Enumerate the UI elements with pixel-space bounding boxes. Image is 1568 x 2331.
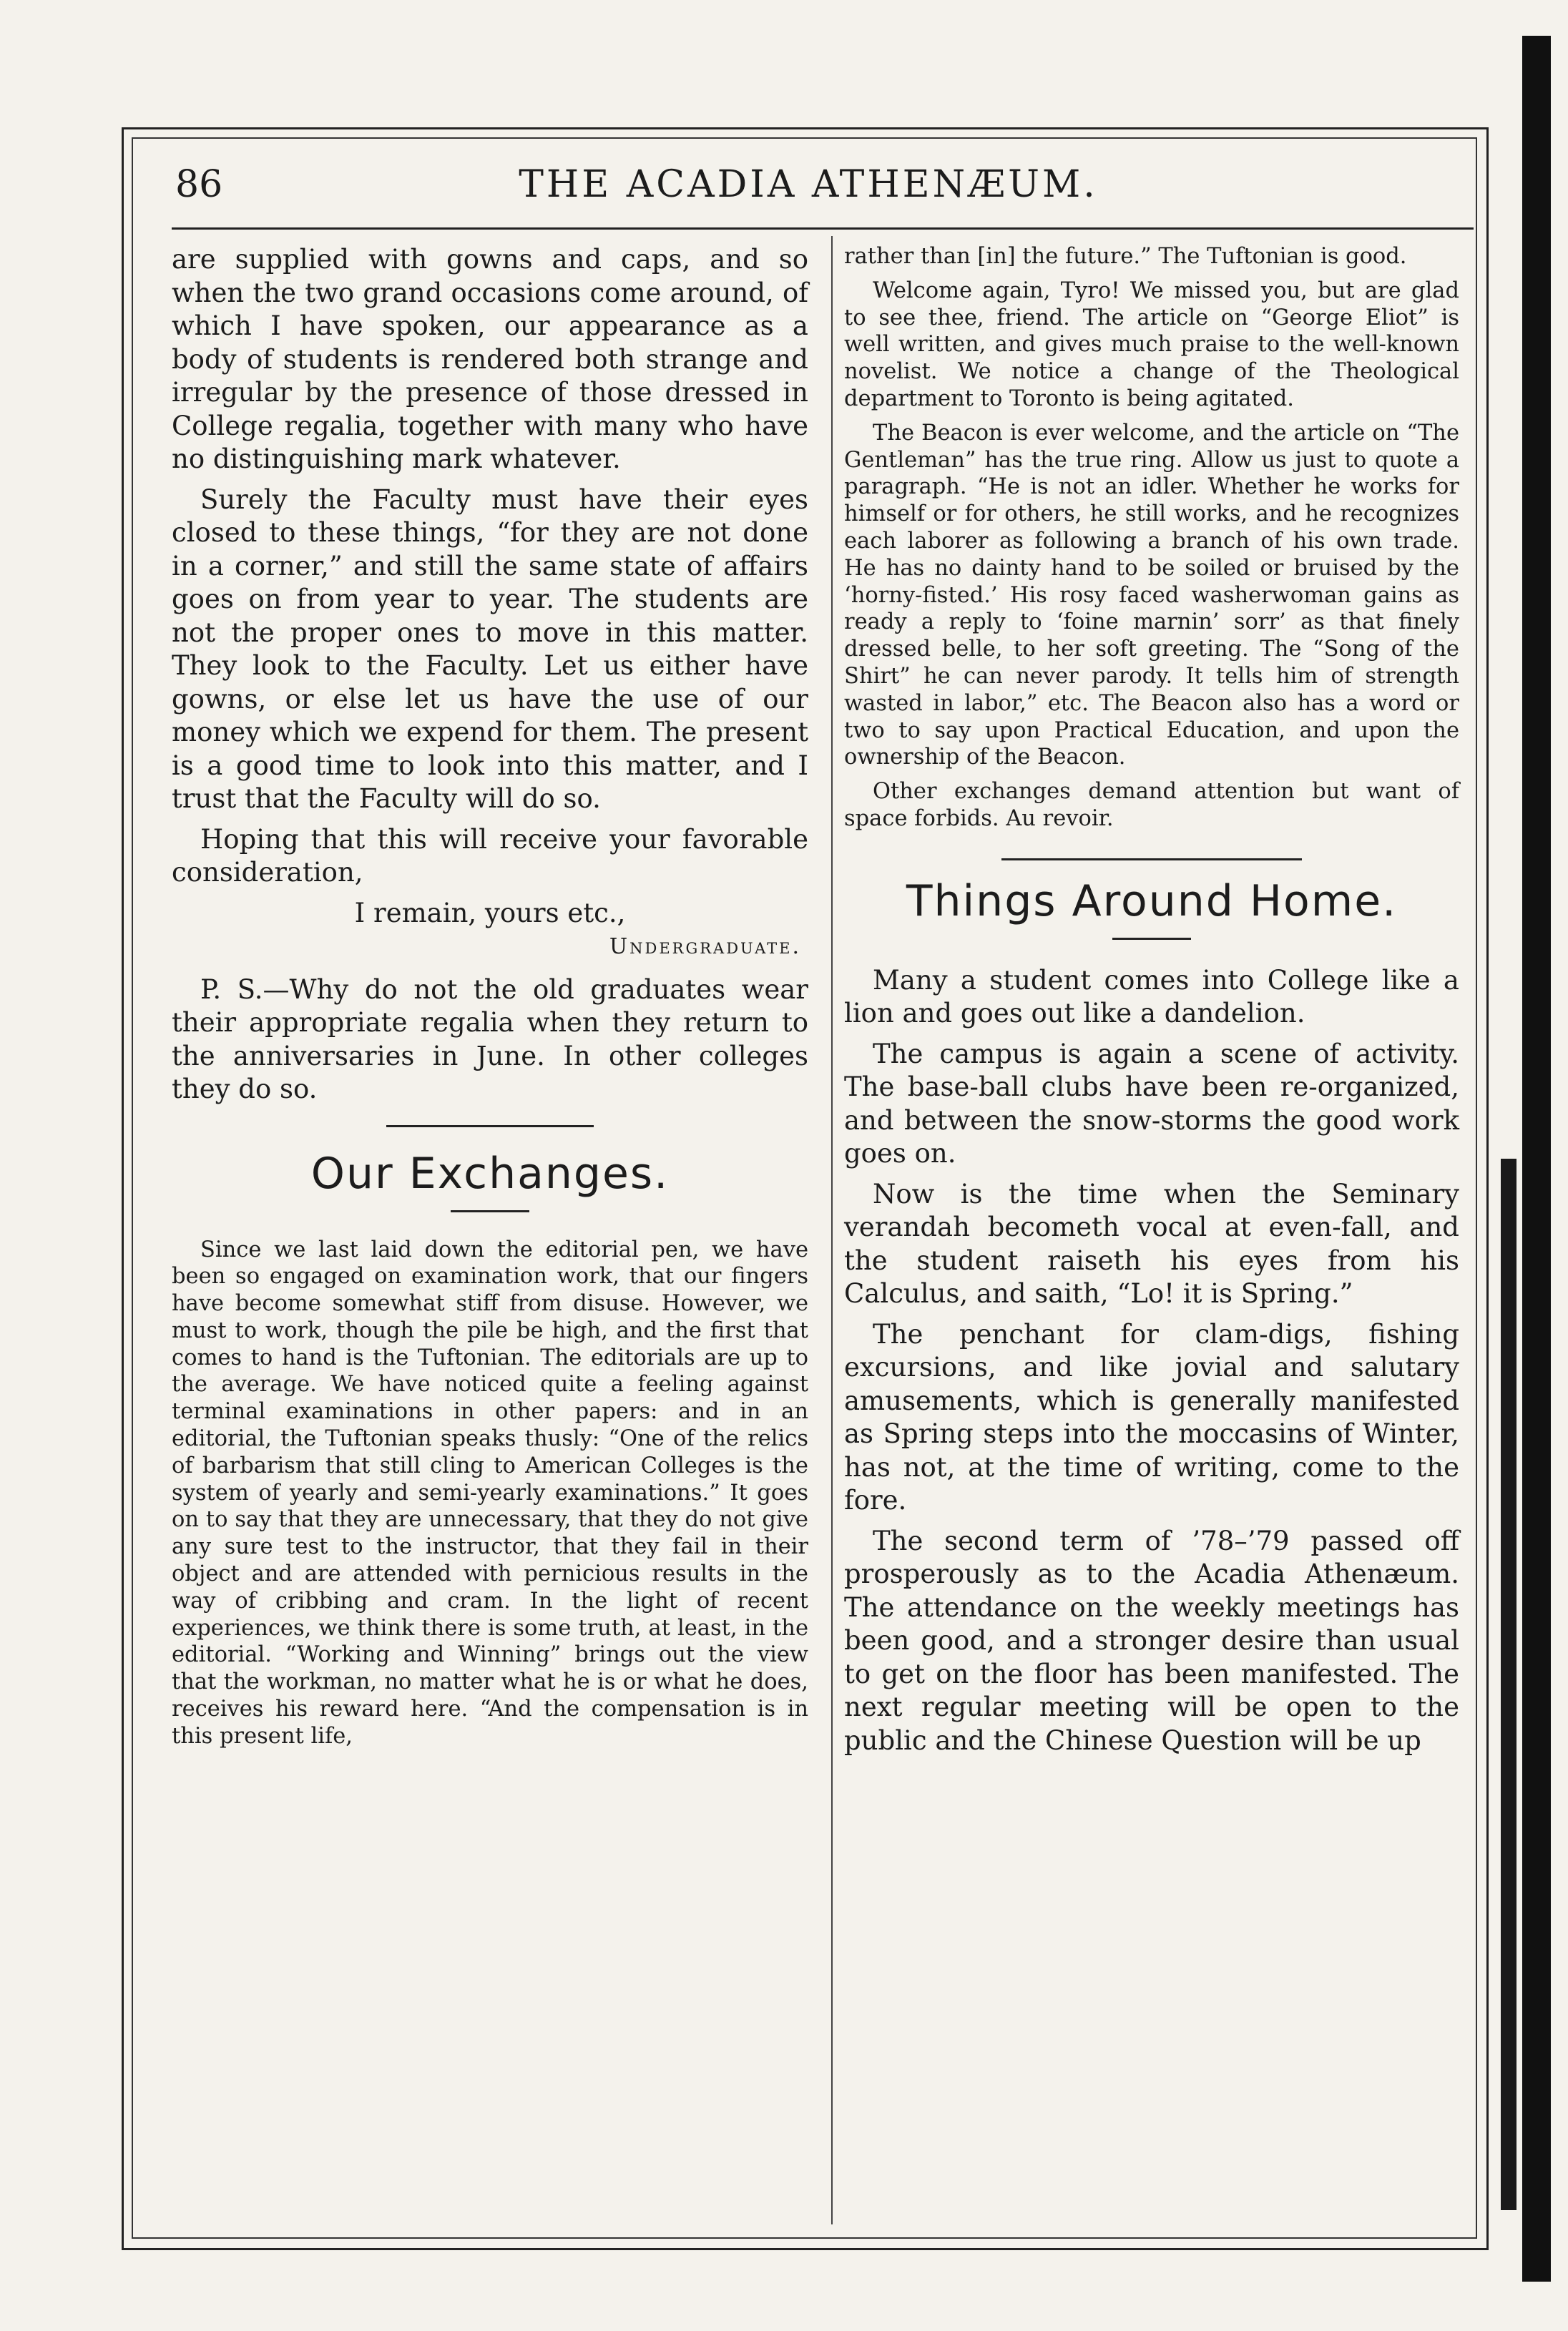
letter-signature: Undergraduate. xyxy=(609,933,801,959)
header-rule xyxy=(172,227,1474,230)
exchanges-paragraph: rather than [in] the future.” The Tuftonian is good. xyxy=(844,244,1407,269)
heading-underline xyxy=(1112,938,1191,940)
exchanges-paragraph: The Beacon is ever welcome, and the article on “The Gentleman” has the true ring. Allow us just to quote a paragraph. “He is not an idler. Whether he works for himself or for others, he still works, and he recognizes each laborer as following a branch of his own trade. He has no dainty hand to be soiled or bruised by the ‘horny-fisted.’ His rosy faced washerwoman gains as ready a reply to ‘foine marnin’ sorr’ as that finely dressed belle, to her soft greeting. The “Song of the Shirt” he can never parody. It tells him of strength wasted in labor,” etc. The Beacon also has a word or two to say upon Practical Education, and upon the ownership of the Beacon. xyxy=(844,420,1459,770)
letter-paragraph: Hoping that this will receive your favorable consideration, xyxy=(172,823,808,888)
exchanges-paragraph: Other exchanges demand attention but want of space forbids. Au revoir. xyxy=(844,779,1459,831)
letter-paragraph: Surely the Faculty must have their eyes closed to these things, “for they are not done in a corner,” and still the same state of affairs goes on from year to year. The students are not the proper ones to move in this matter. They look to the Faculty. Let us either have gowns, or else let us have the use of our money which we expend for them. The present is a good time to look into this matter, and I trust that the Faculty will do so. xyxy=(172,484,808,814)
section-divider xyxy=(386,1125,594,1127)
letter-paragraph: are supplied with gowns and caps, and so when the two grand occasions come around, of which I have spoken, our appearance as a body of students is rendered both strange and irregular by the presence of those dressed in College regalia, together with many who have no distinguishing mark whatever. xyxy=(172,244,808,474)
exchanges-paragraph: Welcome again, Tyro! We missed you, but are glad to see thee, friend. The article on “George Eliot” is well written, and gives much praise to the well-known novelist. We notice a change of the Theological department to Toronto is being agitated. xyxy=(844,278,1459,411)
column-divider xyxy=(831,236,833,2224)
exchanges-paragraph: Since we last laid down the editorial pen, we have been so engaged on examination work, that our fingers have become somewhat stiff from disuse. However, we must to work, though the pile be high, and the first that comes to hand is the Tuftonian. The editorials are up to the average. We have noticed quite a feeling against terminal examinations in other papers: and in an editorial, the Tuftonian speaks thusly: “One of the relics of barbarism that still cling to American Colleges is the system of yearly and semi-yearly examinations.” It goes on to say that they are unnecessary, that they do not give any sure test to the instructor, that they fail in their object and are attended with pernicious results in the way of cribbing and cram. In the light of recent experiences, we think there is some truth, at least, in the editorial. “Working and Winning” brings out the view that the workman, no matter what he is or what he does, receives his reward here. “And the compensation is in this present life, xyxy=(172,1237,808,1749)
scan-edge-shadow xyxy=(1522,36,1551,2282)
postscript: P. S.—Why do not the old graduates wear their appropriate regalia when they return to the anniversaries in June. In other colleges they do so. xyxy=(172,973,808,1104)
left-column xyxy=(172,243,808,1757)
heading-underline xyxy=(451,1210,529,1212)
right-column xyxy=(844,243,1459,1765)
scan-edge-shadow-secondary xyxy=(1501,1159,1516,2210)
home-paragraph: The penchant for clam-digs, fishing excursions, and like jovial and salutary amusements, which is generally manifested as Spring steps into the moccasins of Winter, has not, at the time of writing, come to the fore. xyxy=(844,1318,1459,1516)
home-paragraph: The second term of ’78–’79 passed off prosperously as to the Acadia Athenæum. The attendance on the weekly meetings has been good, and a stronger desire than usual to get on the floor has been manifested. The next regular meeting will be open to the public and the Chinese Question will be up xyxy=(844,1525,1459,1756)
letter-closing: I remain, yours etc., xyxy=(354,897,626,928)
section-heading-exchanges: Our Exchanges. xyxy=(310,1148,670,1199)
home-paragraph: The campus is again a scene of activity. The base-ball clubs have been re-organized, and between the snow-storms the good work goes on. xyxy=(844,1038,1459,1169)
home-paragraph: Now is the time when the Seminary verandah becometh vocal at even-fall, and the student raiseth his eyes from his Calculus, and saith, “Lo! it is Spring.” xyxy=(844,1178,1459,1310)
section-divider xyxy=(1001,858,1302,860)
page-number: 86 xyxy=(175,163,223,206)
page-header xyxy=(143,156,1474,220)
home-paragraph: Many a student comes into College like a lion and goes out like a dandelion. xyxy=(844,964,1459,1029)
running-title: THE ACADIA ATHENÆUM. xyxy=(519,163,1098,206)
section-heading-home: Things Around Home. xyxy=(906,875,1398,926)
